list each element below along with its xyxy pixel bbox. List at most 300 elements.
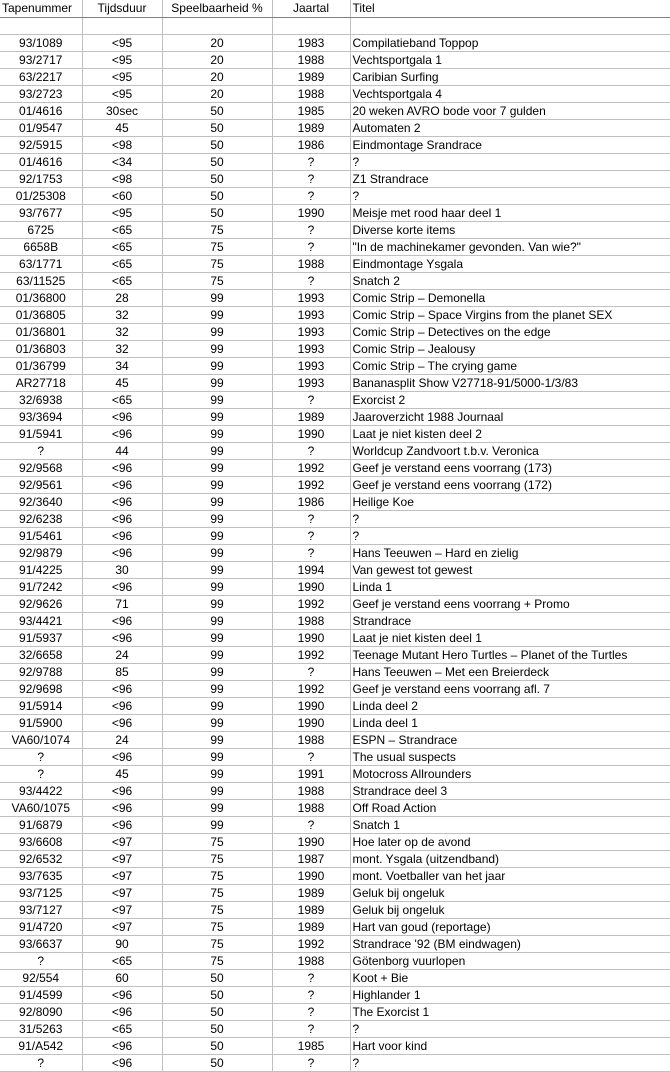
cell-jaartal[interactable]: ? — [272, 171, 350, 188]
cell-speelbaarheid[interactable]: 99 — [162, 817, 272, 834]
cell-tapenummer[interactable]: 93/1089 — [0, 35, 82, 52]
cell-speelbaarheid[interactable]: 99 — [162, 358, 272, 375]
cell-jaartal[interactable]: 1988 — [272, 732, 350, 749]
cell-speelbaarheid[interactable]: 99 — [162, 664, 272, 681]
cell-jaartal[interactable]: 1993 — [272, 290, 350, 307]
cell-jaartal[interactable]: ? — [272, 392, 350, 409]
cell-tijdsduur[interactable]: 30sec — [82, 103, 162, 120]
cell-tapenummer[interactable]: ? — [0, 953, 82, 970]
cell-speelbaarheid[interactable]: 99 — [162, 613, 272, 630]
cell-tapenummer[interactable]: 93/3694 — [0, 409, 82, 426]
cell-jaartal[interactable]: ? — [272, 817, 350, 834]
cell-titel[interactable]: Linda 1 — [350, 579, 670, 596]
cell-tijdsduur[interactable]: <96 — [82, 613, 162, 630]
cell-speelbaarheid[interactable]: 75 — [162, 851, 272, 868]
cell-jaartal[interactable]: 1989 — [272, 69, 350, 86]
cell-jaartal[interactable]: ? — [272, 188, 350, 205]
cell-tijdsduur[interactable]: <96 — [82, 494, 162, 511]
cell-titel[interactable]: "In de machinekamer gevonden. Van wie?" — [350, 239, 670, 256]
cell-tijdsduur[interactable]: 24 — [82, 647, 162, 664]
cell-speelbaarheid[interactable]: 99 — [162, 545, 272, 562]
cell-tapenummer[interactable]: ? — [0, 1055, 82, 1072]
cell-tijdsduur[interactable]: <97 — [82, 919, 162, 936]
cell-titel[interactable]: Heilige Koe — [350, 494, 670, 511]
cell-jaartal[interactable]: 1993 — [272, 341, 350, 358]
cell-tijdsduur[interactable]: <96 — [82, 1038, 162, 1055]
cell-speelbaarheid[interactable]: 99 — [162, 460, 272, 477]
cell-jaartal[interactable]: 1991 — [272, 766, 350, 783]
cell-tapenummer[interactable]: 93/6637 — [0, 936, 82, 953]
cell-speelbaarheid[interactable]: 20 — [162, 35, 272, 52]
cell-titel[interactable]: Strandrace deel 3 — [350, 783, 670, 800]
cell-tapenummer[interactable]: 93/7635 — [0, 868, 82, 885]
cell-speelbaarheid[interactable]: 50 — [162, 188, 272, 205]
header-tapenummer[interactable]: Tapenummer — [0, 0, 82, 18]
cell-jaartal[interactable]: 1989 — [272, 120, 350, 137]
cell-jaartal[interactable]: 1992 — [272, 477, 350, 494]
cell-tapenummer[interactable]: VA60/1074 — [0, 732, 82, 749]
cell-jaartal[interactable]: 1992 — [272, 936, 350, 953]
cell-tapenummer[interactable]: 91/A542 — [0, 1038, 82, 1055]
cell-jaartal[interactable]: 1988 — [272, 52, 350, 69]
cell-speelbaarheid[interactable]: 75 — [162, 239, 272, 256]
cell-tijdsduur[interactable] — [82, 18, 162, 35]
cell-speelbaarheid[interactable]: 99 — [162, 392, 272, 409]
cell-jaartal[interactable]: ? — [272, 222, 350, 239]
cell-tapenummer[interactable]: 92/9788 — [0, 664, 82, 681]
cell-jaartal[interactable]: 1992 — [272, 647, 350, 664]
cell-jaartal[interactable]: 1985 — [272, 1038, 350, 1055]
cell-titel[interactable]: Geef je verstand eens voorrang (173) — [350, 460, 670, 477]
cell-jaartal[interactable]: 1987 — [272, 851, 350, 868]
cell-tijdsduur[interactable]: 28 — [82, 290, 162, 307]
cell-titel[interactable]: Teenage Mutant Hero Turtles – Planet of the Turtles — [350, 647, 670, 664]
cell-tapenummer[interactable]: 91/5941 — [0, 426, 82, 443]
cell-jaartal[interactable]: 1989 — [272, 919, 350, 936]
cell-tijdsduur[interactable]: <65 — [82, 239, 162, 256]
cell-speelbaarheid[interactable] — [162, 18, 272, 35]
cell-tapenummer[interactable]: 91/4720 — [0, 919, 82, 936]
cell-tijdsduur[interactable]: <96 — [82, 409, 162, 426]
cell-speelbaarheid[interactable]: 99 — [162, 783, 272, 800]
cell-tijdsduur[interactable]: <97 — [82, 868, 162, 885]
cell-jaartal[interactable]: ? — [272, 239, 350, 256]
cell-tapenummer[interactable]: 92/9879 — [0, 545, 82, 562]
cell-tijdsduur[interactable]: <95 — [82, 86, 162, 103]
cell-speelbaarheid[interactable]: 50 — [162, 1038, 272, 1055]
cell-jaartal[interactable]: ? — [272, 1021, 350, 1038]
cell-tijdsduur[interactable]: <65 — [82, 953, 162, 970]
cell-titel[interactable]: Hart voor kind — [350, 1038, 670, 1055]
cell-speelbaarheid[interactable]: 50 — [162, 154, 272, 171]
cell-jaartal[interactable]: 1988 — [272, 800, 350, 817]
cell-jaartal[interactable]: ? — [272, 749, 350, 766]
cell-titel[interactable]: Geluk bij ongeluk — [350, 885, 670, 902]
cell-titel[interactable] — [350, 18, 670, 35]
cell-titel[interactable]: Hoe later op de avond — [350, 834, 670, 851]
cell-tijdsduur[interactable]: 45 — [82, 766, 162, 783]
cell-tijdsduur[interactable]: <96 — [82, 681, 162, 698]
cell-speelbaarheid[interactable]: 99 — [162, 511, 272, 528]
cell-jaartal[interactable]: 1990 — [272, 630, 350, 647]
cell-tapenummer[interactable]: 01/36799 — [0, 358, 82, 375]
cell-titel[interactable]: ESPN – Strandrace — [350, 732, 670, 749]
cell-titel[interactable]: Strandrace — [350, 613, 670, 630]
cell-speelbaarheid[interactable]: 99 — [162, 443, 272, 460]
cell-speelbaarheid[interactable]: 20 — [162, 69, 272, 86]
cell-tijdsduur[interactable]: 45 — [82, 120, 162, 137]
cell-titel[interactable]: Geef je verstand eens voorrang afl. 7 — [350, 681, 670, 698]
cell-jaartal[interactable]: 1983 — [272, 35, 350, 52]
cell-titel[interactable]: The Exorcist 1 — [350, 1004, 670, 1021]
cell-tapenummer[interactable]: 93/4421 — [0, 613, 82, 630]
cell-jaartal[interactable]: 1986 — [272, 494, 350, 511]
cell-jaartal[interactable]: 1990 — [272, 698, 350, 715]
cell-titel[interactable]: mont. Voetballer van het jaar — [350, 868, 670, 885]
cell-tijdsduur[interactable]: <96 — [82, 817, 162, 834]
cell-tijdsduur[interactable]: <96 — [82, 749, 162, 766]
cell-jaartal[interactable]: ? — [272, 528, 350, 545]
cell-speelbaarheid[interactable]: 50 — [162, 120, 272, 137]
cell-titel[interactable]: Geluk bij ongeluk — [350, 902, 670, 919]
cell-speelbaarheid[interactable]: 99 — [162, 579, 272, 596]
cell-tapenummer[interactable]: 91/5914 — [0, 698, 82, 715]
cell-tijdsduur[interactable]: 30 — [82, 562, 162, 579]
cell-tijdsduur[interactable]: <97 — [82, 902, 162, 919]
cell-tijdsduur[interactable]: <60 — [82, 188, 162, 205]
cell-titel[interactable]: 20 weken AVRO bode voor 7 gulden — [350, 103, 670, 120]
cell-tijdsduur[interactable]: <65 — [82, 392, 162, 409]
cell-tapenummer[interactable]: 01/36805 — [0, 307, 82, 324]
header-titel[interactable]: Titel — [350, 0, 670, 18]
cell-speelbaarheid[interactable]: 99 — [162, 596, 272, 613]
cell-titel[interactable]: Z1 Strandrace — [350, 171, 670, 188]
cell-speelbaarheid[interactable]: 99 — [162, 681, 272, 698]
cell-tapenummer[interactable]: 91/4225 — [0, 562, 82, 579]
cell-tijdsduur[interactable]: <97 — [82, 851, 162, 868]
cell-speelbaarheid[interactable]: 50 — [162, 1004, 272, 1021]
cell-tijdsduur[interactable]: <95 — [82, 69, 162, 86]
cell-titel[interactable]: Linda deel 1 — [350, 715, 670, 732]
cell-tijdsduur[interactable]: <96 — [82, 630, 162, 647]
cell-tijdsduur[interactable]: <95 — [82, 35, 162, 52]
cell-tapenummer[interactable]: 91/6879 — [0, 817, 82, 834]
cell-titel[interactable]: ? — [350, 528, 670, 545]
cell-titel[interactable]: Hans Teeuwen – Met een Breierdeck — [350, 664, 670, 681]
cell-titel[interactable]: Caribian Surfing — [350, 69, 670, 86]
cell-tapenummer[interactable]: 92/6532 — [0, 851, 82, 868]
cell-titel[interactable]: Automaten 2 — [350, 120, 670, 137]
cell-tapenummer[interactable]: 32/6938 — [0, 392, 82, 409]
cell-speelbaarheid[interactable]: 75 — [162, 273, 272, 290]
cell-jaartal[interactable]: 1993 — [272, 358, 350, 375]
cell-tapenummer[interactable]: 93/7677 — [0, 205, 82, 222]
cell-speelbaarheid[interactable]: 75 — [162, 919, 272, 936]
cell-titel[interactable]: mont. Ysgala (uitzendband) — [350, 851, 670, 868]
cell-speelbaarheid[interactable]: 50 — [162, 103, 272, 120]
cell-speelbaarheid[interactable]: 99 — [162, 562, 272, 579]
cell-jaartal[interactable]: 1986 — [272, 137, 350, 154]
cell-jaartal[interactable]: ? — [272, 1055, 350, 1072]
cell-tijdsduur[interactable]: 24 — [82, 732, 162, 749]
cell-speelbaarheid[interactable]: 99 — [162, 766, 272, 783]
cell-tijdsduur[interactable]: 32 — [82, 341, 162, 358]
cell-jaartal[interactable]: 1992 — [272, 460, 350, 477]
cell-tijdsduur[interactable]: 90 — [82, 936, 162, 953]
cell-jaartal[interactable]: ? — [272, 987, 350, 1004]
cell-tapenummer[interactable]: 01/36801 — [0, 324, 82, 341]
cell-jaartal[interactable]: 1989 — [272, 902, 350, 919]
cell-tapenummer[interactable]: 6658B — [0, 239, 82, 256]
cell-tapenummer[interactable]: ? — [0, 443, 82, 460]
cell-speelbaarheid[interactable]: 50 — [162, 987, 272, 1004]
cell-titel[interactable]: Meisje met rood haar deel 1 — [350, 205, 670, 222]
cell-speelbaarheid[interactable]: 75 — [162, 885, 272, 902]
header-tijdsduur[interactable]: Tijdsduur — [82, 0, 162, 18]
cell-tapenummer[interactable]: 92/9698 — [0, 681, 82, 698]
cell-speelbaarheid[interactable]: 99 — [162, 375, 272, 392]
cell-speelbaarheid[interactable]: 75 — [162, 902, 272, 919]
cell-jaartal[interactable]: 1990 — [272, 868, 350, 885]
cell-jaartal[interactable]: 1993 — [272, 375, 350, 392]
cell-jaartal[interactable]: 1992 — [272, 681, 350, 698]
cell-speelbaarheid[interactable]: 75 — [162, 834, 272, 851]
cell-jaartal[interactable]: 1988 — [272, 86, 350, 103]
cell-tijdsduur[interactable]: 85 — [82, 664, 162, 681]
cell-tapenummer[interactable]: 92/9561 — [0, 477, 82, 494]
cell-tapenummer[interactable]: 63/2217 — [0, 69, 82, 86]
cell-tapenummer[interactable]: 01/4616 — [0, 103, 82, 120]
cell-tapenummer[interactable]: AR27718 — [0, 375, 82, 392]
cell-titel[interactable]: Comic Strip – Jealousy — [350, 341, 670, 358]
cell-tapenummer[interactable]: 6725 — [0, 222, 82, 239]
cell-jaartal[interactable]: ? — [272, 970, 350, 987]
cell-titel[interactable]: Vechtsportgala 4 — [350, 86, 670, 103]
cell-titel[interactable]: Eindmontage Ysgala — [350, 256, 670, 273]
cell-tijdsduur[interactable]: <97 — [82, 834, 162, 851]
header-jaartal[interactable]: Jaartal — [272, 0, 350, 18]
cell-jaartal[interactable]: 1993 — [272, 307, 350, 324]
cell-jaartal[interactable]: 1990 — [272, 715, 350, 732]
cell-tapenummer[interactable]: 01/36803 — [0, 341, 82, 358]
cell-speelbaarheid[interactable]: 99 — [162, 630, 272, 647]
cell-speelbaarheid[interactable]: 99 — [162, 477, 272, 494]
cell-speelbaarheid[interactable]: 20 — [162, 52, 272, 69]
cell-speelbaarheid[interactable]: 75 — [162, 256, 272, 273]
cell-speelbaarheid[interactable]: 99 — [162, 647, 272, 664]
cell-tijdsduur[interactable]: <95 — [82, 52, 162, 69]
cell-tijdsduur[interactable]: <96 — [82, 987, 162, 1004]
cell-speelbaarheid[interactable]: 99 — [162, 307, 272, 324]
cell-titel[interactable]: Linda deel 2 — [350, 698, 670, 715]
cell-speelbaarheid[interactable]: 99 — [162, 324, 272, 341]
cell-tijdsduur[interactable]: 60 — [82, 970, 162, 987]
cell-jaartal[interactable]: ? — [272, 1004, 350, 1021]
cell-tijdsduur[interactable]: 45 — [82, 375, 162, 392]
cell-tijdsduur[interactable]: <96 — [82, 511, 162, 528]
cell-tijdsduur[interactable]: <95 — [82, 205, 162, 222]
cell-tapenummer[interactable]: 92/9568 — [0, 460, 82, 477]
cell-jaartal[interactable]: 1990 — [272, 579, 350, 596]
cell-titel[interactable]: ? — [350, 1021, 670, 1038]
cell-tapenummer[interactable]: 91/4599 — [0, 987, 82, 1004]
cell-tapenummer[interactable]: ? — [0, 749, 82, 766]
cell-tapenummer[interactable]: 93/6608 — [0, 834, 82, 851]
cell-tapenummer[interactable]: 01/25308 — [0, 188, 82, 205]
cell-speelbaarheid[interactable]: 99 — [162, 715, 272, 732]
cell-jaartal[interactable]: ? — [272, 545, 350, 562]
cell-tijdsduur[interactable]: <96 — [82, 698, 162, 715]
cell-speelbaarheid[interactable]: 99 — [162, 290, 272, 307]
cell-tijdsduur[interactable]: <97 — [82, 885, 162, 902]
cell-jaartal[interactable]: 1988 — [272, 953, 350, 970]
cell-tijdsduur[interactable]: <96 — [82, 783, 162, 800]
cell-tapenummer[interactable]: 01/36800 — [0, 290, 82, 307]
cell-jaartal[interactable]: 1988 — [272, 256, 350, 273]
cell-tijdsduur[interactable]: 32 — [82, 307, 162, 324]
cell-tijdsduur[interactable]: <65 — [82, 1021, 162, 1038]
cell-tijdsduur[interactable]: <65 — [82, 273, 162, 290]
cell-tapenummer[interactable]: 91/5461 — [0, 528, 82, 545]
cell-tijdsduur[interactable]: <96 — [82, 477, 162, 494]
cell-tapenummer[interactable]: 93/2717 — [0, 52, 82, 69]
cell-titel[interactable]: Comic Strip – Space Virgins from the planet SEX — [350, 307, 670, 324]
cell-titel[interactable]: Laat je niet kisten deel 2 — [350, 426, 670, 443]
cell-tapenummer[interactable]: 91/5900 — [0, 715, 82, 732]
cell-tijdsduur[interactable]: <98 — [82, 137, 162, 154]
cell-speelbaarheid[interactable]: 99 — [162, 409, 272, 426]
cell-speelbaarheid[interactable]: 50 — [162, 1021, 272, 1038]
cell-jaartal[interactable]: 1994 — [272, 562, 350, 579]
cell-tapenummer[interactable]: 92/1753 — [0, 171, 82, 188]
cell-titel[interactable]: Strandrace '92 (BM eindwagen) — [350, 936, 670, 953]
cell-speelbaarheid[interactable]: 99 — [162, 800, 272, 817]
cell-titel[interactable]: Motocross Allrounders — [350, 766, 670, 783]
cell-jaartal[interactable]: 1992 — [272, 596, 350, 613]
cell-titel[interactable]: Vechtsportgala 1 — [350, 52, 670, 69]
cell-jaartal[interactable]: ? — [272, 273, 350, 290]
cell-tijdsduur[interactable]: <34 — [82, 154, 162, 171]
cell-tijdsduur[interactable]: <96 — [82, 545, 162, 562]
cell-tijdsduur[interactable]: <96 — [82, 1004, 162, 1021]
cell-speelbaarheid[interactable]: 50 — [162, 171, 272, 188]
cell-speelbaarheid[interactable]: 75 — [162, 222, 272, 239]
cell-tapenummer[interactable]: 93/2723 — [0, 86, 82, 103]
cell-jaartal[interactable]: 1993 — [272, 324, 350, 341]
cell-titel[interactable]: Exorcist 2 — [350, 392, 670, 409]
cell-tapenummer[interactable]: 32/6658 — [0, 647, 82, 664]
cell-tijdsduur[interactable]: 44 — [82, 443, 162, 460]
cell-jaartal[interactable]: ? — [272, 154, 350, 171]
cell-titel[interactable]: Jaaroverzicht 1988 Journaal — [350, 409, 670, 426]
cell-jaartal[interactable]: ? — [272, 443, 350, 460]
cell-tapenummer[interactable]: 92/3640 — [0, 494, 82, 511]
cell-tapenummer[interactable]: 91/5937 — [0, 630, 82, 647]
cell-speelbaarheid[interactable]: 99 — [162, 341, 272, 358]
cell-tapenummer[interactable]: 01/4616 — [0, 154, 82, 171]
cell-tapenummer[interactable]: 63/11525 — [0, 273, 82, 290]
cell-speelbaarheid[interactable]: 50 — [162, 1055, 272, 1072]
cell-tapenummer[interactable]: 01/9547 — [0, 120, 82, 137]
cell-titel[interactable]: Hart van goud (reportage) — [350, 919, 670, 936]
cell-tapenummer[interactable]: 92/8090 — [0, 1004, 82, 1021]
cell-tijdsduur[interactable]: 32 — [82, 324, 162, 341]
cell-tapenummer[interactable] — [0, 18, 82, 35]
cell-jaartal[interactable]: 1989 — [272, 885, 350, 902]
cell-jaartal[interactable]: 1989 — [272, 409, 350, 426]
cell-speelbaarheid[interactable]: 75 — [162, 953, 272, 970]
cell-titel[interactable]: Van gewest tot gewest — [350, 562, 670, 579]
cell-titel[interactable]: Compilatieband Toppop — [350, 35, 670, 52]
cell-titel[interactable]: ? — [350, 1055, 670, 1072]
cell-titel[interactable]: The usual suspects — [350, 749, 670, 766]
cell-speelbaarheid[interactable]: 99 — [162, 494, 272, 511]
cell-speelbaarheid[interactable]: 99 — [162, 732, 272, 749]
cell-titel[interactable]: Comic Strip – Detectives on the edge — [350, 324, 670, 341]
cell-tapenummer[interactable]: 93/7127 — [0, 902, 82, 919]
cell-speelbaarheid[interactable]: 50 — [162, 970, 272, 987]
cell-tijdsduur[interactable]: 71 — [82, 596, 162, 613]
cell-titel[interactable]: Geef je verstand eens voorrang (172) — [350, 477, 670, 494]
cell-speelbaarheid[interactable]: 50 — [162, 137, 272, 154]
cell-titel[interactable]: Eindmontage Srandrace — [350, 137, 670, 154]
cell-titel[interactable]: Comic Strip – The crying game — [350, 358, 670, 375]
cell-speelbaarheid[interactable]: 50 — [162, 205, 272, 222]
cell-speelbaarheid[interactable]: 75 — [162, 936, 272, 953]
cell-speelbaarheid[interactable]: 99 — [162, 528, 272, 545]
cell-jaartal[interactable]: 1988 — [272, 783, 350, 800]
cell-speelbaarheid[interactable]: 99 — [162, 698, 272, 715]
cell-titel[interactable]: Worldcup Zandvoort t.b.v. Veronica — [350, 443, 670, 460]
cell-tijdsduur[interactable]: <96 — [82, 800, 162, 817]
cell-tijdsduur[interactable]: <98 — [82, 171, 162, 188]
cell-jaartal[interactable]: ? — [272, 664, 350, 681]
cell-titel[interactable]: ? — [350, 511, 670, 528]
cell-tijdsduur[interactable]: <96 — [82, 528, 162, 545]
header-speelbaarheid[interactable]: Speelbaarheid % — [162, 0, 272, 18]
cell-tapenummer[interactable]: 92/9626 — [0, 596, 82, 613]
cell-titel[interactable]: Highlander 1 — [350, 987, 670, 1004]
cell-titel[interactable]: Bananasplit Show V27718-91/5000-1/3/83 — [350, 375, 670, 392]
cell-tapenummer[interactable]: 93/4422 — [0, 783, 82, 800]
cell-titel[interactable]: Comic Strip – Demonella — [350, 290, 670, 307]
cell-titel[interactable]: Geef je verstand eens voorrang + Promo — [350, 596, 670, 613]
cell-jaartal[interactable]: 1990 — [272, 426, 350, 443]
cell-tijdsduur[interactable]: <65 — [82, 222, 162, 239]
cell-jaartal[interactable] — [272, 18, 350, 35]
cell-speelbaarheid[interactable]: 99 — [162, 426, 272, 443]
cell-jaartal[interactable]: 1988 — [272, 613, 350, 630]
cell-tapenummer[interactable]: 93/7125 — [0, 885, 82, 902]
cell-jaartal[interactable]: ? — [272, 511, 350, 528]
cell-tapenummer[interactable]: 63/1771 — [0, 256, 82, 273]
cell-titel[interactable]: Götenborg vuurlopen — [350, 953, 670, 970]
cell-jaartal[interactable]: 1985 — [272, 103, 350, 120]
cell-tijdsduur[interactable]: 34 — [82, 358, 162, 375]
cell-tapenummer[interactable]: 92/554 — [0, 970, 82, 987]
cell-tapenummer[interactable]: 31/5263 — [0, 1021, 82, 1038]
cell-tijdsduur[interactable]: <96 — [82, 1055, 162, 1072]
cell-titel[interactable]: ? — [350, 154, 670, 171]
cell-titel[interactable]: ? — [350, 188, 670, 205]
cell-tijdsduur[interactable]: <96 — [82, 579, 162, 596]
cell-titel[interactable]: Laat je niet kisten deel 1 — [350, 630, 670, 647]
cell-speelbaarheid[interactable]: 99 — [162, 749, 272, 766]
cell-titel[interactable]: Diverse korte items — [350, 222, 670, 239]
cell-tapenummer[interactable]: VA60/1075 — [0, 800, 82, 817]
cell-tapenummer[interactable]: 92/5915 — [0, 137, 82, 154]
cell-titel[interactable]: Snatch 1 — [350, 817, 670, 834]
